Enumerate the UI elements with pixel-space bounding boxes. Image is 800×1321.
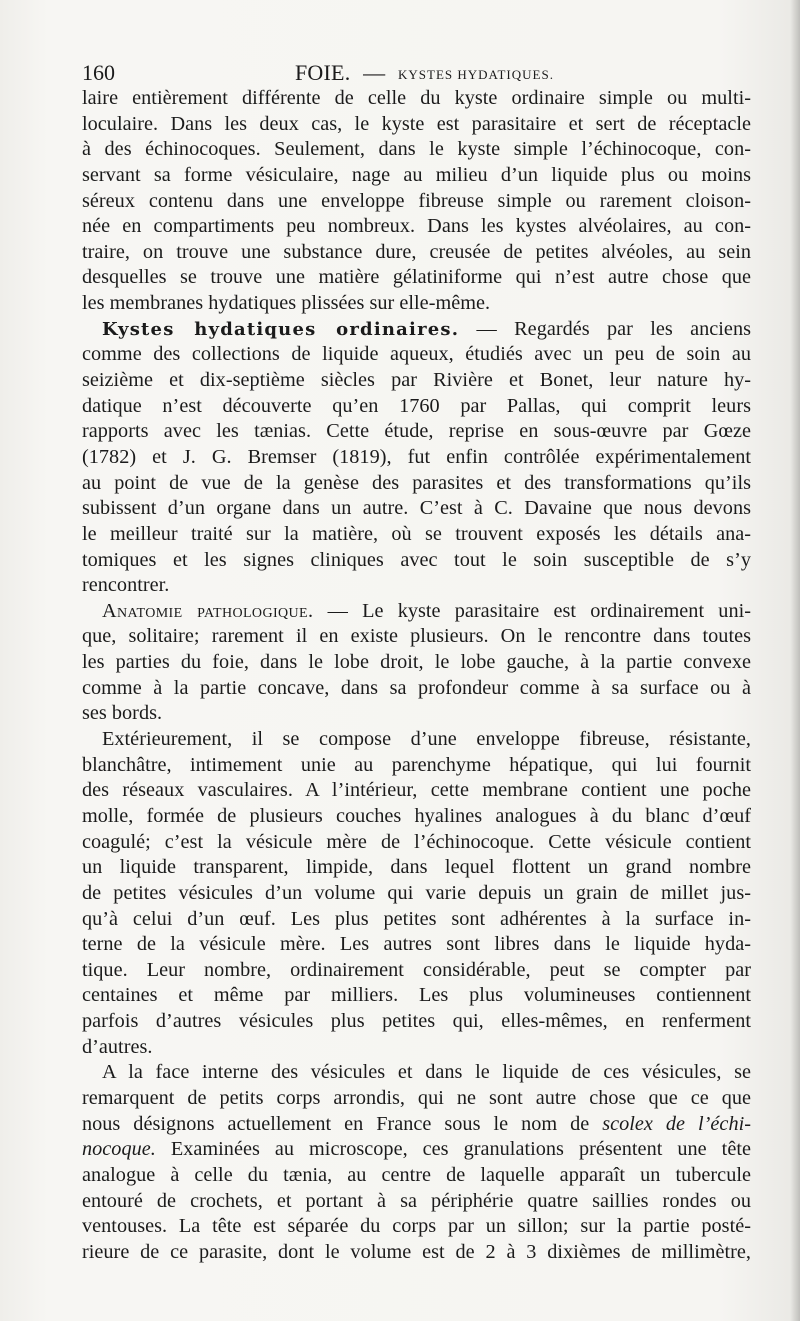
italic-term: scolex de l’échi- <box>602 1112 751 1135</box>
line-text: rencontrer. <box>82 574 170 597</box>
line-text: servant sa forme vésiculaire, nage au milieu d’un liquide plus ou moins <box>82 163 751 186</box>
line-text: remarquent de petits corps arrondis, qui ne sont autre chose que ce que <box>82 1086 751 1109</box>
text-line <box>82 701 751 727</box>
line-text: des réseaux vasculaires. A l’intérieur, cette membrane contient une poche <box>82 779 751 802</box>
text-line <box>82 599 751 625</box>
text-line <box>82 163 751 189</box>
line-text: comme des collections de liquide aqueux, étudiés avec un peu de soin au <box>82 343 751 366</box>
text-line <box>82 1240 751 1266</box>
text-line <box>82 932 751 958</box>
line-text: (1782) et J. G. Bremser (1819), fut enfin contrôlée expérimentalement <box>82 445 751 468</box>
text-line <box>82 445 751 471</box>
running-head-title: FOIE. <box>295 60 351 85</box>
running-head-subtitle: KYSTES HYDATIQUES. <box>398 67 554 82</box>
line-text: entouré de crochets, et portant à sa périphérie quatre saillies rondes ou <box>82 1189 751 1212</box>
text-line <box>82 1137 751 1163</box>
line-text: coagulé; c’est la vésicule mère de l’échinocoque. Cette vésicule contient <box>82 830 751 853</box>
line-text: terne de la vésicule mère. Les autres sont libres dans le liquide hyda- <box>82 933 751 956</box>
text-line <box>82 496 751 522</box>
text-line <box>82 368 751 394</box>
line-text: rieure de ce parasite, dont le volume est de 2 à 3 dixièmes de millimètre, <box>82 1240 751 1263</box>
line-text: séreux contenu dans une enveloppe fibreuse simple ou rarement cloison- <box>82 189 751 212</box>
line-text: parfois d’autres vésicules plus petites qui, elles-mêmes, en renferment <box>82 1010 751 1033</box>
text-line <box>82 342 751 368</box>
line-text: datique n’est découverte qu’en 1760 par Pallas, qui comprit leurs <box>82 394 751 417</box>
text-line <box>82 1189 751 1215</box>
line-text: tomiques et les signes cliniques avec tout le soin susceptible de s’y <box>82 548 751 571</box>
line-text: née en compartiments peu nombreux. Dans les kystes alvéolaires, au con- <box>82 215 751 238</box>
line-text: les membranes hydatiques plissées sur elle-même. <box>82 292 491 315</box>
text-line <box>82 1163 751 1189</box>
line-text: le meilleur traité sur la matière, où se trouvent exposés les détails ana- <box>82 522 751 545</box>
line-text: — Le kyste parasitaire est ordinairement uni- <box>313 599 751 622</box>
text-line <box>82 240 751 266</box>
line-text: tique. Leur nombre, ordinairement considérable, peut se compter par <box>82 958 751 981</box>
text-line <box>82 189 751 215</box>
line-text: centaines et même par milliers. Les plus volumineuses contiennent <box>82 984 751 1007</box>
subsection-heading: Anatomie pathologique. <box>102 599 314 622</box>
text-line <box>82 778 751 804</box>
line-text: rapports avec les tænias. Cette étude, reprise en sous-œuvre par Gœze <box>82 420 751 443</box>
line-text: traire, on trouve une substance dure, creusée de petites alvéoles, au sein <box>82 240 751 263</box>
line-text: A la face interne des vésicules et dans le liquide de ces vésicules, se <box>102 1061 751 1084</box>
section-heading: Kystes hydatiques ordinaires. <box>102 318 460 340</box>
line-text: ventouses. La tête est séparée du corps par un sillon; sur la partie posté- <box>82 1215 751 1238</box>
text-line <box>82 317 751 343</box>
line-text: — Regardés par les anciens <box>459 317 751 340</box>
line-text: laire entièrement différente de celle du kyste ordinaire simple ou multi- <box>82 87 751 109</box>
line-text: que, solitaire; rarement il en existe plusieurs. On le rencontre dans toutes <box>82 625 751 648</box>
line-text: loculaire. Dans les deux cas, le kyste est parasitaire et sert de réceptacle <box>82 112 751 135</box>
running-head-separator: — <box>363 60 386 85</box>
text-line <box>82 1060 751 1086</box>
line-text: d’autres. <box>82 1035 153 1058</box>
line-text: seizième et dix-septième siècles par Rivière et Bonet, leur nature hy- <box>82 369 751 392</box>
line-text: subissent d’un organe dans un autre. C’est à C. Davaine que nous devons <box>82 497 751 520</box>
text-line <box>82 855 751 881</box>
text-line <box>82 419 751 445</box>
text-line <box>82 548 751 574</box>
italic-term: nocoque. <box>82 1138 156 1161</box>
line-text: Extérieurement, il se compose d’une enveloppe fibreuse, résistante, <box>102 728 751 751</box>
text-line <box>82 753 751 779</box>
line-text: Examinées au microscope, ces granulations présentent une tête <box>155 1138 751 1161</box>
text-line <box>82 137 751 163</box>
line-text: nous désignons actuellement en France sous le nom de <box>82 1112 603 1135</box>
text-line <box>82 958 751 984</box>
page-header <box>82 56 762 90</box>
text-line <box>82 86 751 112</box>
line-text: à des échinocoques. Seulement, dans le kyste simple l’échinocoque, con- <box>82 138 751 161</box>
text-line <box>82 676 751 702</box>
line-text: les parties du foie, dans le lobe droit, le lobe gauche, à la partie convexe <box>82 651 751 674</box>
text-line <box>82 907 751 933</box>
text-line <box>82 394 751 420</box>
text-line <box>82 1035 751 1061</box>
line-text: un liquide transparent, limpide, dans lequel flottent un grand nombre <box>82 856 751 879</box>
text-line <box>82 573 751 599</box>
line-text: blanchâtre, intimement unie au parenchyme hépatique, qui lui fournit <box>82 753 751 776</box>
body-text <box>82 86 751 1265</box>
line-text: de petites vésicules d’un volume qui varie depuis un grain de millet jus- <box>82 881 751 904</box>
text-line <box>82 1009 751 1035</box>
text-line <box>82 727 751 753</box>
line-text: comme à la partie concave, dans sa profondeur comme à sa surface ou à <box>82 676 751 699</box>
page-edge-shadow <box>790 0 800 1321</box>
text-line <box>82 471 751 497</box>
text-line <box>82 522 751 548</box>
text-line <box>82 112 751 138</box>
text-line <box>82 214 751 240</box>
text-line <box>82 624 751 650</box>
text-line <box>82 291 751 317</box>
page-number: 160 <box>82 60 115 85</box>
line-text: molle, formée de plusieurs couches hyalines analogues à du blanc d’œuf <box>82 804 751 827</box>
text-line <box>82 830 751 856</box>
text-line <box>82 265 751 291</box>
text-line <box>82 983 751 1009</box>
text-line <box>82 1086 751 1112</box>
line-text: au point de vue de la genèse des parasites et des transformations qu’ils <box>82 471 751 494</box>
line-text: analogue à celle du tænia, au centre de laquelle apparaît un tubercule <box>82 1163 751 1186</box>
text-line <box>82 804 751 830</box>
text-line <box>82 650 751 676</box>
text-line <box>82 881 751 907</box>
text-line <box>82 1112 751 1138</box>
text-line <box>82 1214 751 1240</box>
line-text: ses bords. <box>82 702 163 725</box>
line-text: qu’à celui d’un œuf. Les plus petites sont adhérentes à la surface in- <box>82 907 751 930</box>
line-text: desquelles se trouve une matière gélatiniforme qui n’est autre chose que <box>82 266 751 289</box>
